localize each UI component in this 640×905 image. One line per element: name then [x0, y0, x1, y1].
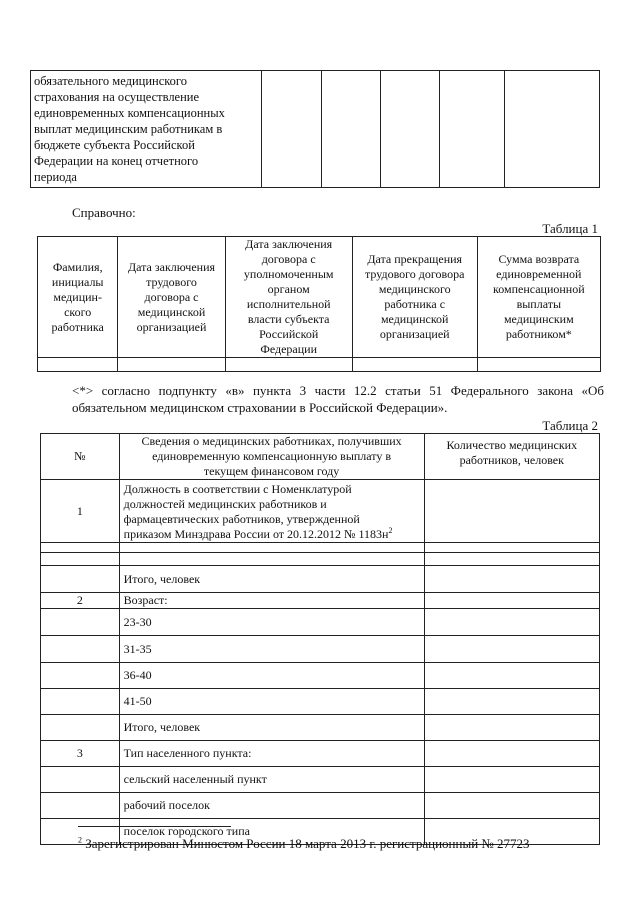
table2-row [41, 609, 600, 636]
table2-row [41, 663, 600, 689]
top-table-cell [262, 71, 321, 188]
top-line: Федерации на конец отчетного [34, 154, 199, 168]
row-value [424, 566, 599, 593]
label-line: должностей медицинских работников и [123, 497, 327, 511]
row-value [424, 741, 599, 767]
row-value [424, 543, 599, 553]
row-num [41, 767, 120, 793]
row-label: сельский населенный пункт [119, 767, 424, 793]
table2-row [41, 553, 600, 566]
header-line: власти субъекта [247, 312, 330, 326]
top-line: выплат медицинским работникам в [34, 122, 223, 136]
row-num: 3 [41, 741, 120, 767]
header-line: ского [64, 304, 92, 319]
top-table-cell [321, 71, 380, 188]
header-line: Дата заключения [245, 237, 333, 251]
top-line: периода [34, 170, 77, 184]
header-line: работника с [384, 297, 446, 311]
header-line: Сумма возврата [498, 252, 580, 266]
label-line: фармацевтических работников, утвержденной [123, 512, 360, 526]
header-line: договора с [144, 289, 199, 304]
table2-row [41, 793, 600, 819]
footnote-ref: 2 [388, 526, 393, 535]
row-label [119, 553, 424, 566]
header-line: медицинской [380, 312, 449, 326]
header-line: работником* [505, 327, 572, 341]
footnote-text: Зарегистрирован Минюстом России 18 марта 2013 г. регистрационный № 27723 [85, 836, 530, 851]
row-num [41, 553, 120, 566]
top-line: обязательного медицинского [34, 74, 188, 88]
table1-header-contract-date [118, 237, 225, 358]
header-line: организацией [136, 319, 207, 334]
header-line: Фамилия, [52, 259, 103, 274]
footnote [78, 836, 530, 852]
table1-header-agreement-date [225, 237, 352, 358]
row-label: 41-50 [119, 689, 424, 715]
top-table-text-cell [31, 71, 262, 188]
header-line: Дата прекращения [367, 252, 463, 266]
header-line: Дата заключения [127, 259, 216, 274]
row-num: 2 [41, 593, 120, 609]
header-line: выплаты [516, 297, 562, 311]
header-line: медицинским [503, 312, 574, 326]
table1-header-refund-amount [477, 237, 600, 358]
header-line: работника [51, 319, 104, 334]
table2-header-num: № [41, 434, 120, 480]
header-line: Сведения о медицинских работниках, получивших [141, 434, 402, 448]
header-line: Российской [259, 327, 319, 341]
header-line: инициалы [51, 274, 104, 289]
row-label: Итого, человек [119, 566, 424, 593]
label-line-text: приказом Минздрава России от 20.12.2012 № 1183н [123, 527, 389, 541]
table2 [40, 433, 600, 845]
row-label: рабочий поселок [119, 793, 424, 819]
row-num [41, 663, 120, 689]
row-label: поселок городского типа [119, 819, 424, 845]
table1-cell [118, 358, 225, 372]
row-label [119, 480, 424, 543]
header-line: органом [267, 282, 310, 296]
row-label: Итого, человек [119, 715, 424, 741]
row-value [424, 593, 599, 609]
label-line [124, 527, 424, 542]
row-label: 31-35 [119, 636, 424, 663]
row-value [424, 636, 599, 663]
note-text: <*> согласно подпункту «в» пункта 3 части 12.2 статьи 51 Федерального закона «Об обязательном медицинском страховании в Российской Федерации». [72, 383, 604, 415]
header-line: Количество медицинских [446, 438, 578, 452]
header-line: медицинской [137, 304, 206, 319]
header-line: Федерации [260, 342, 318, 356]
row-label: 23-30 [119, 609, 424, 636]
top-line: единовременных компенсационных [34, 106, 225, 120]
row-num [41, 689, 120, 715]
header-line: работников, человек [459, 453, 564, 467]
row-value [424, 553, 599, 566]
row-num [41, 609, 120, 636]
table2-row [41, 715, 600, 741]
top-table-cell [439, 71, 504, 188]
row-num [41, 566, 120, 593]
header-line: единовременной [496, 267, 582, 281]
row-num [41, 543, 120, 553]
table2-row [41, 689, 600, 715]
label-line: Должность в соответствии с Номенклатурой [123, 482, 352, 496]
table1 [37, 236, 601, 372]
header-line: трудового договора [364, 267, 465, 281]
table2-row [41, 543, 600, 553]
footnote-mark: 2 [78, 835, 82, 845]
table1-header-row [38, 237, 601, 358]
table2-row [41, 767, 600, 793]
table1-cell [225, 358, 352, 372]
reference-label: Справочно: [72, 205, 136, 220]
row-label: 36-40 [119, 663, 424, 689]
table1-header-name [38, 237, 118, 358]
table2-caption: Таблица 2 [542, 418, 598, 433]
row-value [424, 715, 599, 741]
row-value [424, 609, 599, 636]
header-line: договора с [261, 252, 316, 266]
table1-cell [352, 358, 477, 372]
row-value [424, 793, 599, 819]
table2-row [41, 636, 600, 663]
table1-cell [477, 358, 600, 372]
table2-header-info [119, 434, 424, 480]
row-label: Тип населенного пункта: [119, 741, 424, 767]
table1-empty-row [38, 358, 601, 372]
row-value [424, 480, 599, 543]
row-num [41, 636, 120, 663]
header-line: единовременную компенсационную выплату в [152, 449, 392, 463]
table1-header-termination-date [352, 237, 477, 358]
table2-header-count [424, 434, 599, 480]
header-line: медицин- [53, 289, 102, 304]
row-value [424, 689, 599, 715]
header-line: организацией [379, 327, 450, 341]
table2-row [41, 566, 600, 593]
row-value [424, 663, 599, 689]
row-num [41, 715, 120, 741]
row-value [424, 767, 599, 793]
row-num [41, 793, 120, 819]
header-line: трудового [146, 274, 197, 289]
top-line: бюджете субъекта Российской [34, 138, 195, 152]
table1-caption: Таблица 1 [542, 221, 598, 236]
row-num: 1 [41, 480, 120, 543]
footnote-separator [78, 826, 231, 827]
top-table-cell [380, 71, 439, 188]
top-table [30, 70, 600, 188]
row-label [119, 543, 424, 553]
header-line: уполномоченным [243, 267, 334, 281]
table2-header-row [41, 434, 600, 480]
row-label: Возраст: [119, 593, 424, 609]
header-line: текущем финансовом году [203, 464, 340, 478]
header-line: медицинского [378, 282, 451, 296]
top-line: страхования на осуществление [34, 90, 200, 104]
header-line: исполнительной [246, 297, 331, 311]
table2-row [41, 480, 600, 543]
table2-row [41, 593, 600, 609]
header-line: компенсационной [492, 282, 585, 296]
table2-row [41, 741, 600, 767]
top-table-cell [504, 71, 599, 188]
table1-cell [38, 358, 118, 372]
